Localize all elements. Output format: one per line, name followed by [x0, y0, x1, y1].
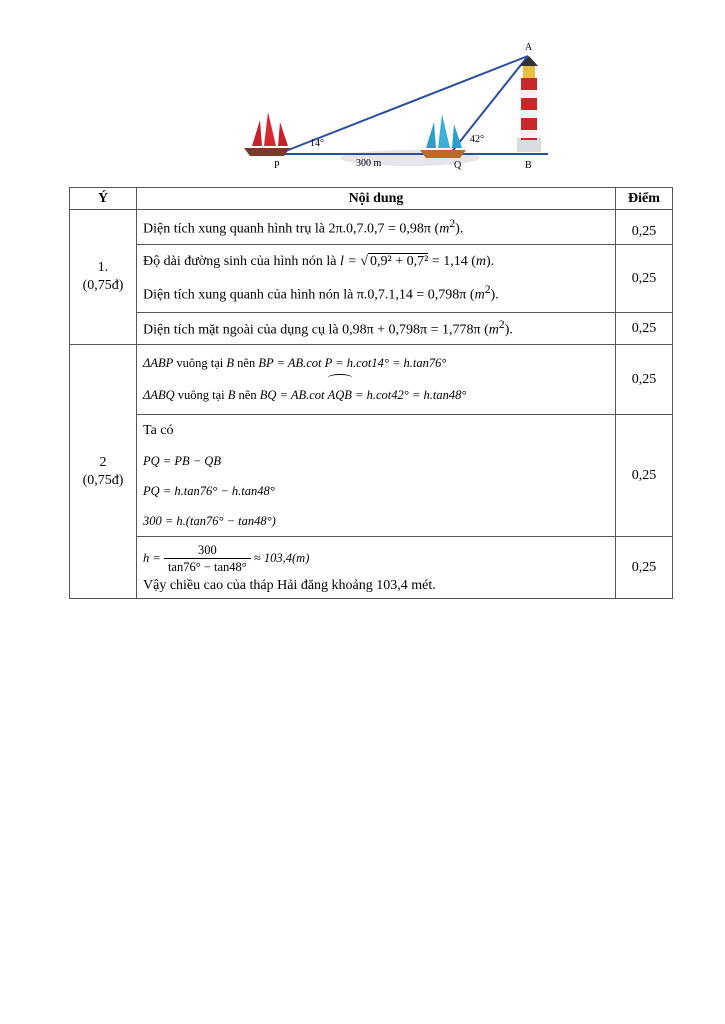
q1-r2-exp2: 2 — [484, 282, 491, 296]
q1-r2-text2: Diện tích xung quanh của hình nón là — [143, 287, 354, 303]
q2-r1-d2: nên — [238, 387, 257, 402]
q1-r2-math2: π.0,7.1,14 = 0,798π — [356, 287, 467, 303]
q1-r2-text1: Độ dài đường sinh của hình nón là — [143, 253, 337, 269]
header-content: Nội dung — [137, 188, 616, 210]
q2-r1-a1: ΔABP — [143, 355, 174, 370]
q2-label: 2 — [99, 454, 107, 470]
q2-points: (0,75đ) — [82, 472, 124, 488]
q2-r1-b2: vuông tại — [177, 387, 225, 402]
q1-r1-exp: 2 — [449, 216, 456, 230]
q2-r1-a2: ΔABQ — [143, 387, 175, 402]
label-B: B — [525, 160, 532, 170]
q2-r1-e2b: = h.cot42° = h.tan48° — [355, 387, 467, 402]
q1-r3-text: Diện tích mặt ngoài của dụng cụ là — [143, 322, 339, 338]
solution-table — [69, 187, 673, 599]
q2-r2-l4: 300 = h.(tan76° − tan48°) — [143, 513, 276, 528]
q1-row-2 — [70, 245, 673, 313]
q1-r3-score: 0,25 — [616, 313, 673, 345]
q1-r1-tail: . — [459, 221, 464, 237]
q1-r2-tail1: . — [490, 253, 495, 269]
label-angle-q: 42° — [470, 134, 484, 145]
q2-r1-c2: B — [227, 387, 236, 402]
q1-r1-unit: m — [439, 221, 450, 237]
lighthouse-icon — [517, 56, 541, 152]
q1-r2-l: l = — [339, 253, 357, 269]
q2-r2-l3: PQ = h.tan76° − h.tan48° — [143, 483, 275, 498]
q1-label-cell — [70, 210, 137, 345]
q2-row-3 — [70, 537, 673, 599]
q2-r2-content — [137, 415, 616, 537]
q2-r1-c1: B — [226, 355, 235, 370]
red-ship-icon — [244, 112, 290, 156]
q1-r1-score: 0,25 — [616, 210, 673, 245]
q2-r3-rhs: ≈ 103,4(m) — [253, 550, 310, 565]
q2-label-cell — [70, 345, 137, 599]
q1-r3-unit: m — [488, 322, 499, 338]
q1-row-1 — [70, 210, 673, 245]
q2-r3-lhs: h = — [143, 550, 161, 565]
q1-r2-content: Độ dài đường sinh của hình nón là l = √ 0,9² + 0,7² = 1,14 (m). Diện tích xung quanh của hình nón là π.0,7.1,14 = 0,798π $(m^2)$. — [137, 245, 616, 313]
q1-r3-exp: 2 — [498, 318, 505, 332]
label-distance: 300 m — [356, 158, 382, 169]
q2-r3-den: tan76° − tan48° — [167, 560, 247, 575]
q2-r1-e2a: BQ = AB.cot — [259, 387, 325, 402]
q2-r2-score: 0,25 — [616, 415, 673, 537]
label-P: P — [274, 160, 280, 170]
q2-r1-d1: nên — [237, 355, 256, 370]
q1-r3-content: Diện tích mặt ngoài của dụng cụ là 0,98π + 0,798π = 1,778π $(m^2)$. — [137, 313, 616, 345]
header-y: Ý — [70, 188, 137, 210]
q2-r3-num: 300 — [164, 542, 251, 559]
q1-r2-v1: = 1,14 — [431, 253, 468, 269]
q2-r1-e1: BP = AB.cot P = h.cot14° = h.tan76° — [258, 355, 447, 370]
q2-r3-score: 0,25 — [616, 537, 673, 599]
q1-r2-score: 0,25 — [616, 245, 673, 313]
teal-ship-icon — [420, 114, 466, 158]
q2-r2-l2: PQ = PB − QB — [143, 453, 221, 468]
q2-r1-content — [137, 345, 616, 415]
q2-row-1 — [70, 345, 673, 415]
label-angle-p: 14° — [310, 138, 324, 149]
q1-r2-tail2: . — [495, 287, 499, 303]
q2-r2-l1: Ta có — [143, 422, 174, 438]
q2-r3-content — [137, 537, 616, 599]
label-A: A — [525, 42, 533, 53]
q2-r3-fraction — [164, 542, 251, 575]
q1-r2-sqrt: 0,9² + 0,7² — [370, 253, 429, 269]
label-Q: Q — [454, 160, 462, 170]
table-header-row — [70, 188, 673, 210]
q2-r1-b1: vuông tại — [176, 355, 224, 370]
header-score: Điểm — [616, 188, 673, 210]
q2-r3-conclusion: Vậy chiều cao của tháp Hải đăng khoảng 103,4 mét. — [143, 577, 436, 593]
q1-label: 1. — [97, 260, 109, 275]
q1-r3-math: 0,98π + 0,798π = 1,778π — [342, 322, 481, 338]
lighthouse-figure — [230, 38, 560, 170]
q1-r2-unit2: m — [474, 287, 485, 303]
q2-r1-score: 0,25 — [616, 345, 673, 415]
q2-r1-angle-aqb: AQB — [328, 378, 352, 412]
q1-r1-content: Diện tích xung quanh hình trụ là 2π.0,7.0,7 = 0,98π $(m^2)$. — [137, 210, 616, 245]
q1-r3-tail: . — [509, 322, 513, 338]
q1-row-3 — [70, 313, 673, 345]
q1-r1-math: 2π.0,7.0,7 = 0,98π — [328, 221, 432, 237]
q2-row-2 — [70, 415, 673, 537]
q1-points: (0,75đ) — [82, 278, 124, 293]
q1-r2-u1: m — [475, 253, 486, 269]
q1-r1-text: Diện tích xung quanh hình trụ là — [143, 221, 325, 237]
